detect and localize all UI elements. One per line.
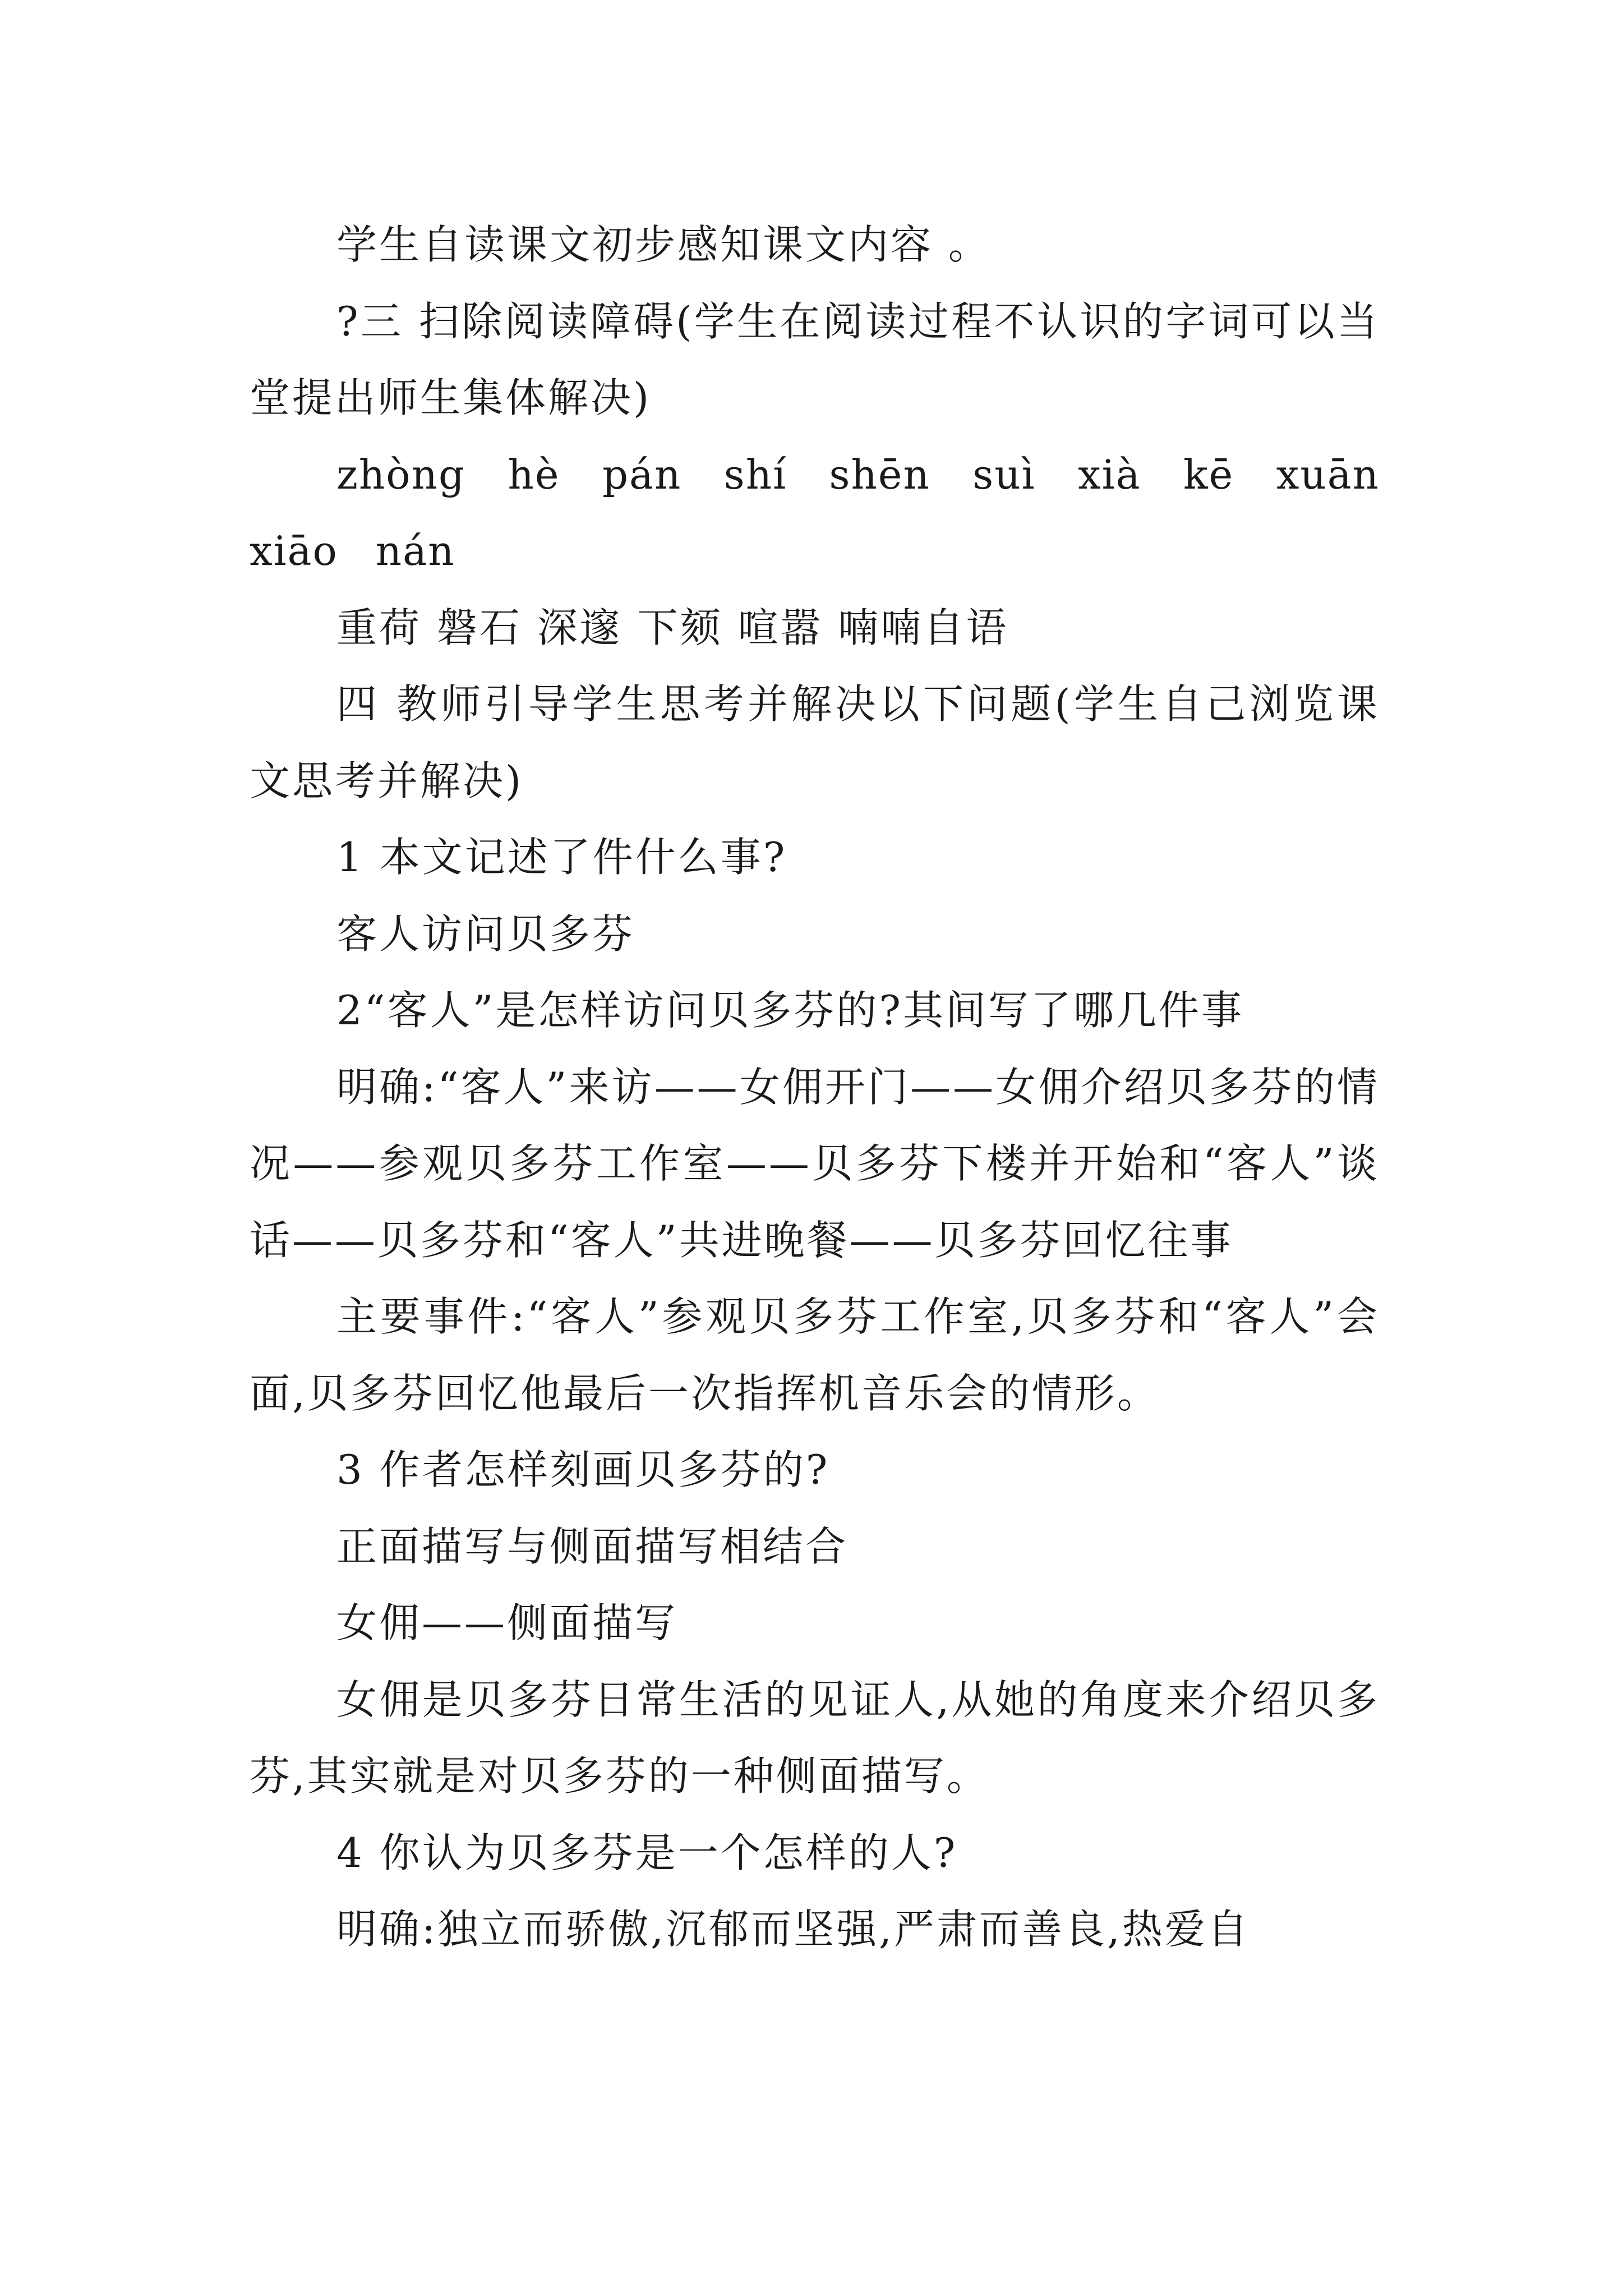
paragraph-maid-side: 女佣——侧面描写 [336,1599,678,1646]
paragraph-question-1: 1 本文记述了件什么事? [336,834,787,881]
paragraph-question-4: 4 你认为贝多芬是一个怎样的人? [336,1829,958,1876]
paragraph-maid-explanation: 女佣是贝多芬日常生活的见证人,从她的角度来介绍贝多芬,其实就是对贝多芬的一种侧面描写。 [250,1676,1380,1800]
paragraph-main-events: 主要事件:“客人”参观贝多芬工作室,贝多芬和“客人”会面,贝多芬回忆他最后一次指挥机音乐会的情形。 [250,1293,1380,1417]
paragraph-answer-3: 正面描写与侧面描写相结合 [336,1522,849,1570]
paragraph-step-four: 四 教师引导学生思考并解决以下问题(学生自己浏览课文思考并解决) [250,680,1380,804]
paragraph-question-2: 2“客人”是怎样访问贝多芬的?其间写了哪几件事 [336,987,1244,1034]
paragraph-self-reading: 学生自读课文初步感知课文内容 。 [336,221,991,268]
body-text [250,206,1380,1968]
paragraph-question-3: 3 作者怎样刻画贝多芬的? [336,1446,830,1493]
paragraph-vocabulary: 重荷 磐石 深邃 下颏 喧嚣 喃喃自语 [336,604,1009,651]
paragraph-step-three: ?三 扫除阅读障碍(学生在阅读过程不认识的字词可以当堂提出师生集体解决) [250,297,1380,421]
paragraph-answer-1: 客人访问贝多芬 [336,910,635,958]
paragraph-pinyin: zhòng hè pán shí shēn suì xià kē xuān xiāo nán [250,450,1380,574]
paragraph-answer-2: 明确:“客人”来访——女佣开门——女佣介绍贝多芬的情况——参观贝多芬工作室——贝多芬下楼并开始和“客人”谈话——贝多芬和“客人”共进晚餐——贝多芬回忆往事 [250,1063,1380,1264]
paragraph-answer-4: 明确:独立而骄傲,沉郁而坚强,严肃而善良,热爱自 [336,1906,1250,1953]
